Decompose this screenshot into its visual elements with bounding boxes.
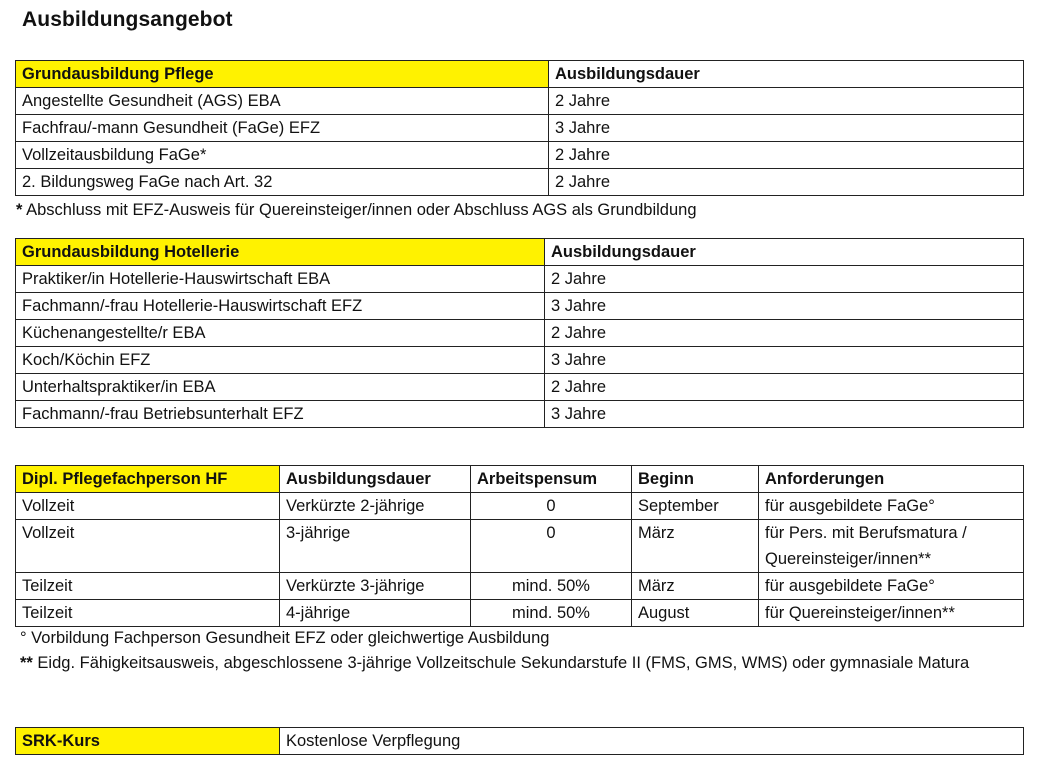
table-cell: für Quereinsteiger/innen** [759,600,1024,627]
hf-table [15,465,1024,627]
table-cell: 3-jährige [280,520,471,573]
table-cell: Verkürzte 2-jährige [280,493,471,520]
table-cell: 0 [471,520,632,573]
table-row [16,374,1024,401]
table-header-cell: Dipl. Pflegefachperson HF [16,466,280,493]
table-cell: 3 Jahre [545,347,1024,374]
table-header-cell: Anforderungen [759,466,1024,493]
table-cell: Verkürzte 3-jährige [280,573,471,600]
table-row [16,520,1024,573]
table-cell: Fachmann/-frau Betriebsunterhalt EFZ [16,401,545,428]
table-header-row [16,239,1024,266]
hf-footnote-2 [20,650,1020,676]
table-cell: 2 Jahre [545,320,1024,347]
table-row [16,347,1024,374]
table-cell: 3 Jahre [545,401,1024,428]
table-row [16,401,1024,428]
footnote-text: Eidg. Fähigkeitsausweis, abgeschlossene 3-jährige Vollzeitschule Sekundarstufe II (FMS, GMS, WMS) oder gymnasiale Matura [32,654,970,672]
table-cell: Unterhaltspraktiker/in EBA [16,374,545,401]
pflege-footnote [16,197,697,223]
table-cell: Vollzeitausbildung FaGe* [16,142,549,169]
table-cell: Vollzeit [16,520,280,573]
table-cell: für Pers. mit Berufsmatura / Quereinsteiger/innen** [759,520,1024,573]
table-header-cell: Arbeitspensum [471,466,632,493]
footnote-mark: ** [20,654,33,672]
srk-label: SRK-Kurs [16,728,280,755]
table-cell: 2 Jahre [549,142,1024,169]
hf-footnote-1: ° Vorbildung Fachperson Gesundheit EFZ oder gleichwertige Ausbildung [20,629,550,647]
table-cell: 2. Bildungsweg FaGe nach Art. 32 [16,169,549,196]
footnote-mark: * [16,201,23,219]
table-cell: August [632,600,759,627]
table-cell: 4-jährige [280,600,471,627]
page-title: Ausbildungsangebot [22,8,233,31]
table-row [16,293,1024,320]
table-cell: 2 Jahre [545,374,1024,401]
table-cell: Angestellte Gesundheit (AGS) EBA [16,88,549,115]
table-cell: 0 [471,493,632,520]
table-row [16,320,1024,347]
srk-table [15,727,1024,755]
table-cell: Teilzeit [16,600,280,627]
table-header-cell: Ausbildungsdauer [545,239,1024,266]
table-row [16,493,1024,520]
hotellerie-table [15,238,1024,428]
table-cell: mind. 50% [471,573,632,600]
table-row [16,115,1024,142]
table-cell: Fachmann/-frau Hotellerie-Hauswirtschaft EFZ [16,293,545,320]
table-cell: 2 Jahre [545,266,1024,293]
table-row [16,266,1024,293]
table-row [16,600,1024,627]
table-header-row [16,61,1024,88]
table-header-cell: Grundausbildung Pflege [16,61,549,88]
table-cell: März [632,573,759,600]
table-cell: 2 Jahre [549,88,1024,115]
table-row [16,728,1024,755]
table-row [16,142,1024,169]
table-cell: Teilzeit [16,573,280,600]
table-cell: Fachfrau/-mann Gesundheit (FaGe) EFZ [16,115,549,142]
table-cell: 2 Jahre [549,169,1024,196]
table-header-cell: Ausbildungsdauer [549,61,1024,88]
table-row [16,88,1024,115]
table-header-cell: Grundausbildung Hotellerie [16,239,545,266]
table-row [16,573,1024,600]
table-cell: für ausgebildete FaGe° [759,493,1024,520]
table-cell: 3 Jahre [545,293,1024,320]
table-cell: für ausgebildete FaGe° [759,573,1024,600]
table-cell: Küchenangestellte/r EBA [16,320,545,347]
table-header-cell: Ausbildungsdauer [280,466,471,493]
table-header-cell: Beginn [632,466,759,493]
table-cell: September [632,493,759,520]
table-cell: Koch/Köchin EFZ [16,347,545,374]
table-row [16,169,1024,196]
table-cell: März [632,520,759,573]
table-cell: Vollzeit [16,493,280,520]
srk-value: Kostenlose Verpflegung [280,728,1024,755]
table-cell: Praktiker/in Hotellerie-Hauswirtschaft EBA [16,266,545,293]
footnote-text: Abschluss mit EFZ-Ausweis für Quereinsteiger/innen oder Abschluss AGS als Grundbildung [22,201,697,219]
pflege-table [15,60,1024,196]
table-cell: mind. 50% [471,600,632,627]
table-cell: 3 Jahre [549,115,1024,142]
table-header-row [16,466,1024,493]
